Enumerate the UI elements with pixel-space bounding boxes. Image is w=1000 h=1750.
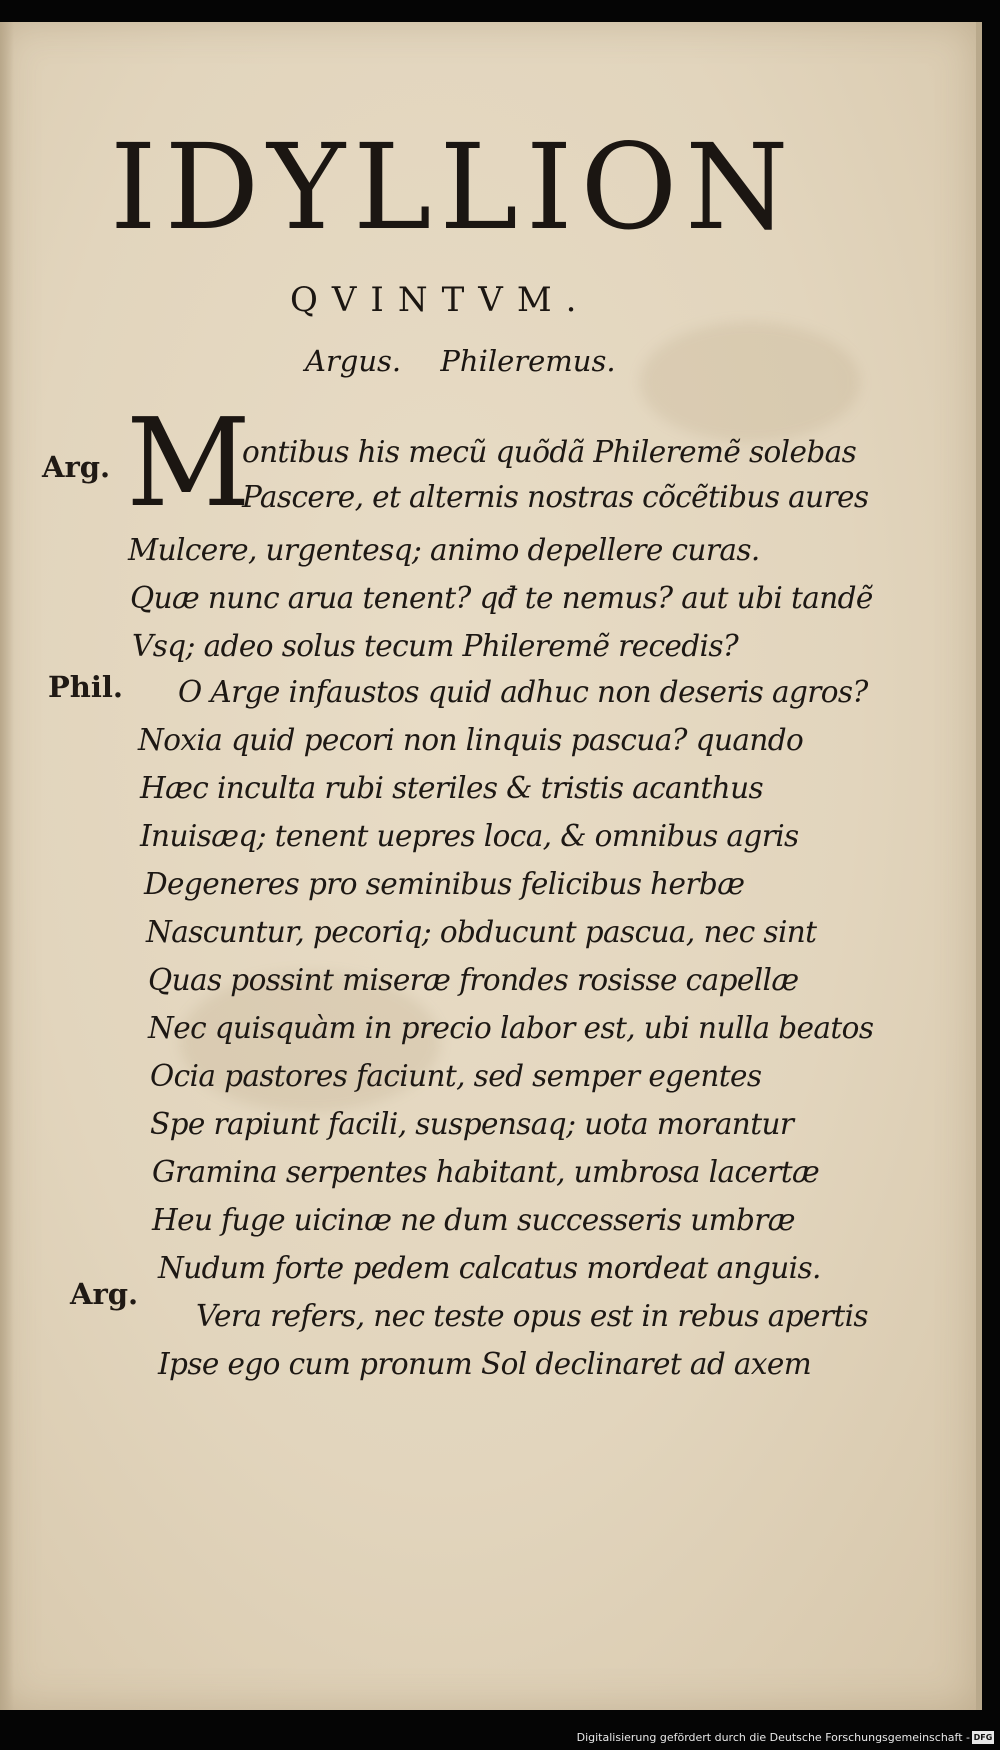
verse-line: Vsq; adeo solus tecum Phileremẽ recedis? [132,629,739,663]
person-phileremus: Phileremus. [440,344,616,378]
verse-line: Nec quisquàm in precio labor est, ubi nulla beatos [148,1011,874,1045]
verse-line: Mulcere, urgentesq; animo depellere curas. [128,533,760,567]
speaker-label: Arg. [70,1277,139,1311]
verse-line: Nascuntur, pecoriq; obducunt pascua, nec sint [146,915,817,949]
book-page [0,22,982,1710]
verse-line: Ipse ego cum pronum Sol declinaret ad axem [158,1347,812,1381]
verse-line: Gramina serpentes habitant, umbrosa lacertæ [152,1155,820,1189]
speaker-label: Phil. [48,670,124,704]
verse-line: Pascere, et alternis nostras cõcẽtibus aures [242,480,869,514]
verse-line: Hæc inculta rubi steriles & tristis acanthus [140,771,764,805]
drop-cap: M [126,392,251,534]
verse-line: Quæ nunc arua tenent? qđ te nemus? aut ubi tandẽ [130,581,873,615]
paper-stain [640,322,860,442]
person-argus: Argus. [305,344,402,378]
page-subtitle: QVINTVM. [290,280,591,320]
verse-line: Quas possint miseræ frondes rosisse capellæ [148,963,799,997]
verse-line: Heu fuge uicinæ ne dum successeris umbræ [152,1203,795,1237]
page-title: IDYLLION [110,118,797,256]
verse-line: Degeneres pro seminibus felicibus herbæ [144,867,745,901]
speaker-label: Arg. [42,450,111,484]
verse-line: Inuisæq; tenent uepres loca, & omnibus agris [140,819,799,853]
verse-line: ontibus his mecũ quõdã Phileremẽ solebas [242,435,857,469]
verse-line: Vera refers, nec teste opus est in rebus apertis [196,1299,868,1333]
verse-line: Ocia pastores faciunt, sed semper egentes [150,1059,762,1093]
dramatis-personae [305,344,646,378]
verse-line: O Arge infaustos quid adhuc non deseris agros? [178,675,868,709]
verse-line: Noxia quid pecori non linquis pascua? quando [138,723,804,757]
page-binding-shadow [0,22,14,1710]
verse-line: Spe rapiunt facili, suspensaq; uota morantur [150,1107,794,1141]
funding-notice: Digitalisierung gefördert durch die Deutsche Forschungsgemeinschaft - [576,1731,970,1744]
dfg-logo: DFG [973,1733,993,1742]
verse-line: Nudum forte pedem calcatus mordeat anguis. [158,1251,821,1285]
